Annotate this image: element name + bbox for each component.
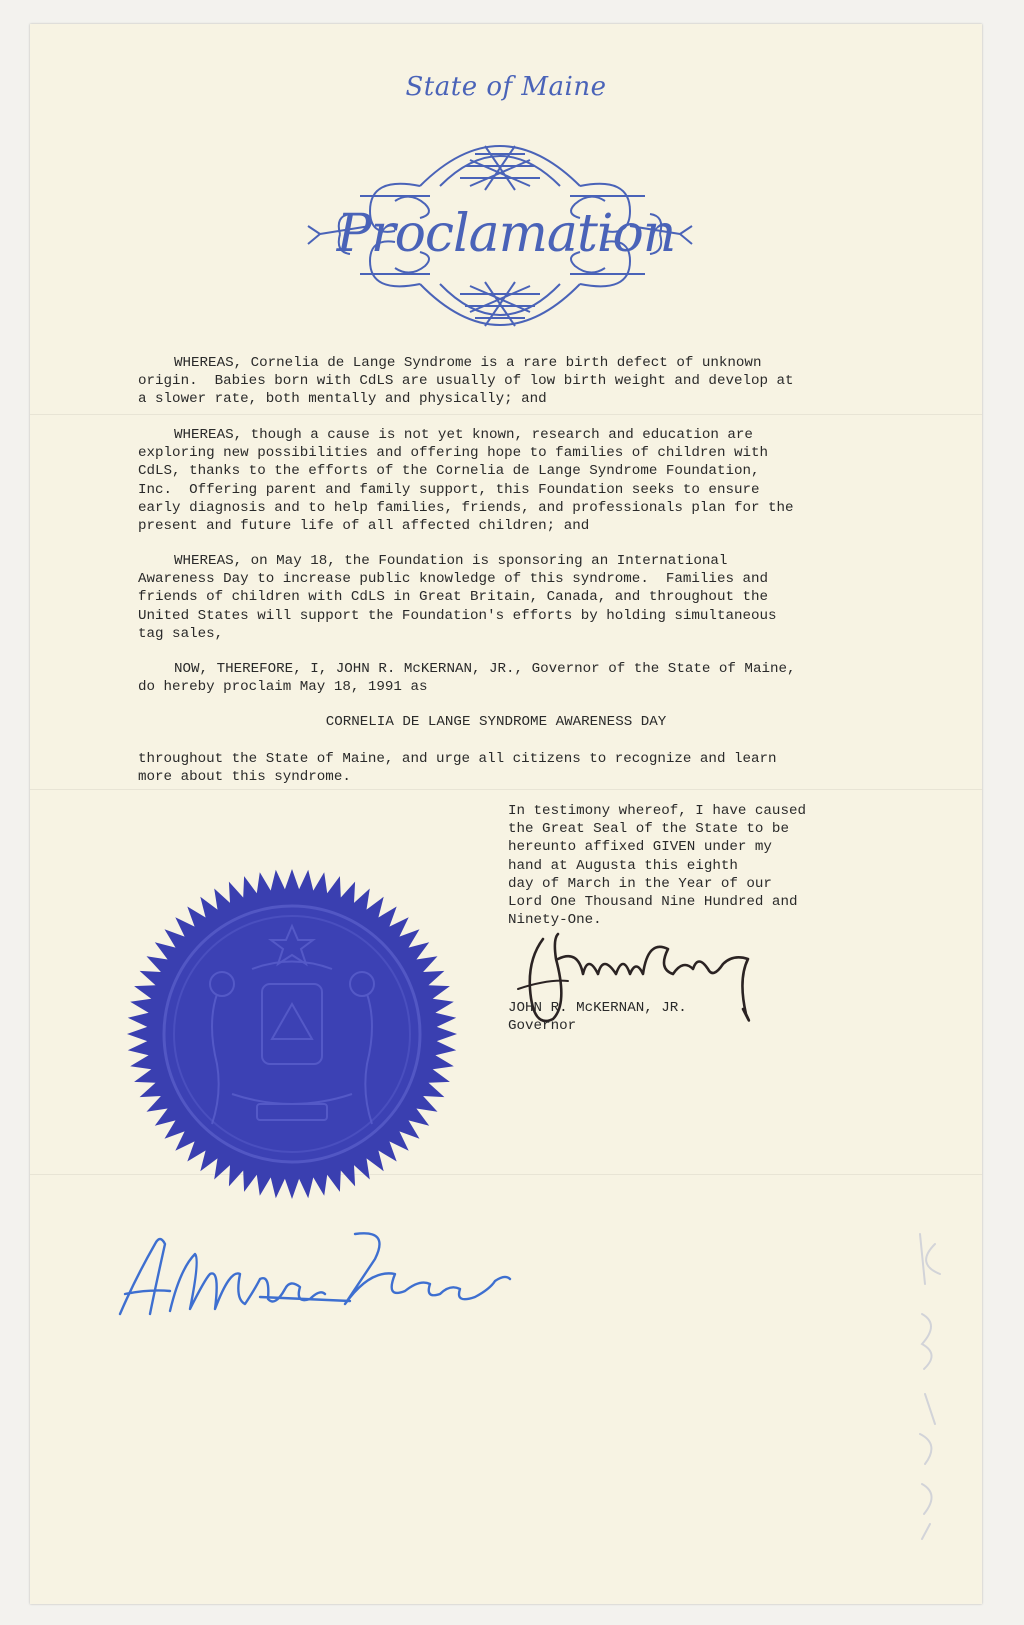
testimony-line: In testimony whereof, I have caused	[508, 803, 806, 819]
testimony-line: the Great Seal of the State to be	[508, 821, 789, 838]
testimony-line: Lord One Thousand Nine Hundred and	[508, 894, 798, 911]
fold-line	[30, 789, 982, 790]
proclaimed-day: CORNELIA DE LANGE SYNDROME AWARENESS DAY	[325, 714, 667, 730]
document-type-title: Proclamation	[336, 204, 676, 264]
testimony-line: hereunto affixed GIVEN under my	[508, 839, 772, 856]
governor-block	[508, 999, 687, 1035]
fold-line	[30, 414, 982, 415]
testimony-line: Ninety-One.	[508, 912, 602, 929]
secretary-signature	[110, 1219, 530, 1339]
testimony-block	[508, 802, 888, 929]
now-therefore-paragraph: NOW, THEREFORE, I, JOHN R. McKERNAN, JR., Governor of the State of Maine, do hereby proclaim May 18, 1991 as	[138, 661, 796, 696]
testimony-line: hand at Augusta this eighth	[508, 857, 738, 874]
state-title: State of Maine	[405, 72, 607, 102]
great-seal-of-maine-icon	[122, 864, 462, 1204]
whereas-paragraph-2: WHEREAS, though a cause is not yet known, research and education are exploring new possibilities and offering hope to families of children with CdLS, thanks to the efforts of the Cornelia de Lange Syndrome Foundation, Inc. Offering parent and family support, this Foundation seeks to ensure early diagnosis and to help families, friends, and professionals plan for the present and future life of all affected children; and	[138, 427, 794, 535]
governor-name: JOHN R. McKERNAN, JR.	[508, 1000, 687, 1016]
faint-margin-note	[900, 1224, 960, 1544]
whereas-paragraph-3: WHEREAS, on May 18, the Foundation is sponsoring an International Awareness Day to increase public knowledge of this syndrome. Families and friends of children with CdLS in Great Britain, Canada, and throughout the United States will support the Foundation's efforts by holding simultaneous tag sales,	[138, 553, 777, 642]
whereas-paragraph-1: WHEREAS, Cornelia de Lange Syndrome is a rare birth defect of unknown origin. Babies born with CdLS are usually of low birth weight and develop at a slower rate, both mentally and physically; and	[138, 355, 794, 408]
proclamation-page	[30, 24, 982, 1604]
testimony-line: day of March in the Year of our	[508, 875, 772, 892]
closing-paragraph: throughout the State of Maine, and urge all citizens to recognize and learn more about this syndrome.	[138, 751, 777, 786]
governor-title: Governor	[508, 1018, 577, 1035]
